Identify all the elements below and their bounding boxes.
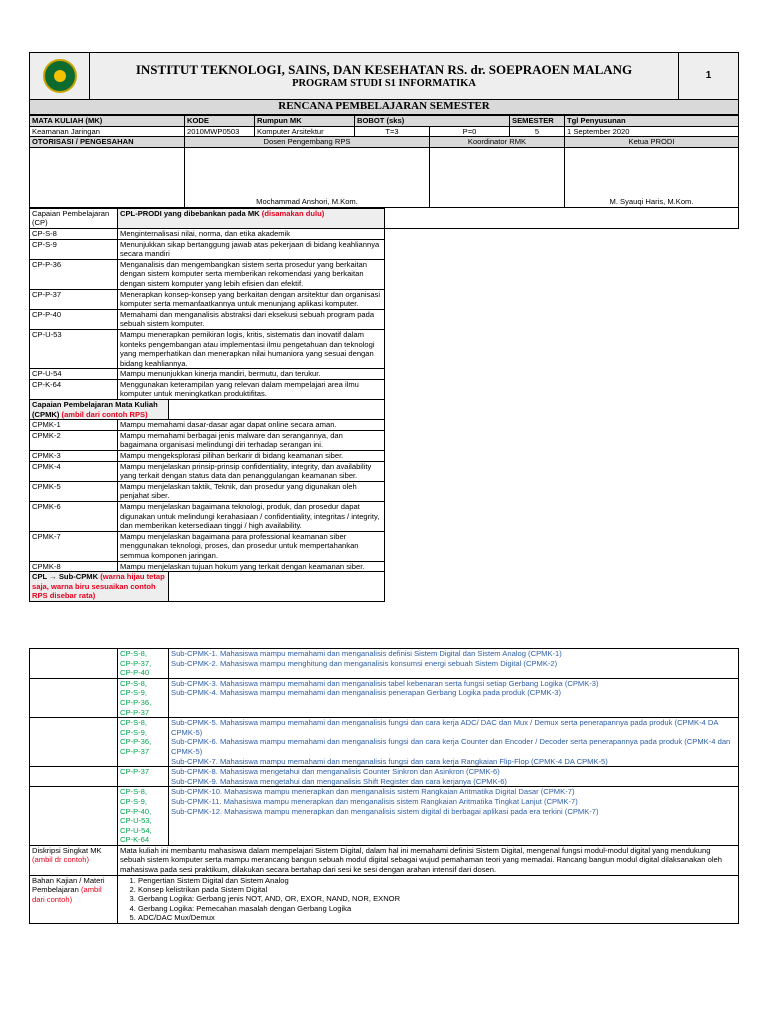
subcpmk-item: Sub-CPMK-7. Mahasiswa mampu memahami dan menganalisis fungsi dan cara kerja Rangkaian Flip-Flop (CPMK-4 DA CPMK-5)	[171, 756, 608, 766]
label-otorisasi: OTORISASI / PENGESAHAN	[30, 137, 185, 148]
cpl-code: CP-U-54,	[120, 825, 152, 835]
cpl-code: CP-P-36	[30, 259, 118, 289]
cpl-code: CP-P-40,	[120, 806, 152, 816]
cpl-text: Mampu menerapkan pemikiran logis, kritis, sistematis dan inovatif dalam konteks pengembangan atau implementasi ilmu pengetahuan dan teknologi yang memperhatikan dan menerapkan nilai humaniora yang sesuai dengan bidang keahliannya.	[118, 329, 385, 368]
cpl-code: CP-S-8,	[120, 787, 148, 797]
cpl-text: Menunjukkan sikap bertanggung jawab atas pekerjaan di bidang keahliannya secara mandiri	[118, 239, 385, 259]
cpl-code: CP-P-37	[120, 767, 150, 777]
subcpmk-item: Sub-CPMK-12. Mahasiswa mampu menerapkan dan menganalisis sistem digital di berbagai aplikasi pada era terkini (CPMK-7)	[171, 806, 599, 816]
subcpmk-group	[30, 787, 739, 846]
bahan-item: 5. ADC/DAC Mux/Demux	[138, 913, 736, 922]
cpl-code: CP-P-40	[120, 668, 150, 678]
course-table	[29, 115, 739, 208]
cpl-code: CP-P-37	[30, 289, 118, 309]
bahan-label: Bahan Kajian / Materi Pembelajaran	[32, 875, 105, 895]
deskripsi-label: Diskripsi Singkat MK	[32, 845, 102, 855]
subcpmk-blank	[30, 678, 118, 717]
cpl-text: Menganalisis dan mengembangkan sistem serta prosedur yang berkaitan dengan sistem komputer serta memberikan rekomendasi yang berkaitan dengan sistem komputer yang lebih efisien dan efektif.	[118, 259, 385, 289]
subcpmk-group	[30, 649, 739, 679]
value-rumpun: Komputer Arsitektur	[255, 126, 355, 137]
cpl-row	[30, 228, 739, 239]
logo-cell	[30, 53, 90, 100]
subcpmk-group	[30, 718, 739, 767]
ketua-name: M. Syauqi Haris, M.Kom.	[565, 147, 739, 207]
subcpmk-codes	[118, 767, 169, 787]
subcpmk-blank	[30, 787, 118, 846]
subcpmk-texts	[169, 678, 739, 717]
value-t: T=3	[355, 126, 430, 137]
subcpmk-item: Sub-CPMK-4. Mahasiswa mampu memahami dan menganalisis penerapan Gerbang Logika pada produk (CPMK-3)	[171, 688, 562, 698]
subcpmk-item: Sub-CPMK-11. Mahasiswa mampu menerapkan dan menganalisis sistem Rangkaian Aritmatika Tingkat Lanjut (CPMK-7)	[171, 796, 578, 806]
cpmk-code: CPMK-5	[30, 481, 118, 501]
institute-name: INSTITUT TEKNOLOGI, SAINS, DAN KESEHATAN RS. dr. SOEPRAOEN MALANG	[135, 62, 633, 77]
cpl-heading: CPL-PRODI yang dibebankan pada MK	[120, 208, 260, 218]
subcpmk-codes	[118, 649, 169, 679]
subcpmk-codes	[118, 678, 169, 717]
subcpmk-codes	[118, 787, 169, 846]
bahan-item: 2. Konsep kelistrikan pada Sistem Digital	[138, 885, 736, 894]
subcpmk-blank	[30, 649, 118, 679]
label-koordinator: Koordinator RMK	[430, 137, 565, 148]
cpl-row	[30, 379, 739, 399]
cpmk-code: CPMK-6	[30, 502, 118, 532]
cpmk-code: CPMK-2	[30, 430, 118, 450]
cpl-code: CP-S-8,	[120, 718, 148, 728]
subcpmk-table	[29, 648, 739, 924]
subcpmk-item: Sub-CPMK-2. Mahasiswa mampu menghitung dan menganalisis konsumsi energi sebuah Sistem Digital (CPMK-2)	[171, 658, 558, 668]
bahan-list	[120, 876, 736, 923]
dosen-name: Mochammad Anshori, M.Kom.	[185, 147, 430, 207]
cpmk-note: (ambil dari contoh RPS)	[61, 409, 148, 419]
cpl-row	[30, 289, 739, 309]
label-semester: SEMESTER	[510, 116, 565, 127]
cpmk-code: CPMK-4	[30, 461, 118, 481]
rps-page-2	[29, 648, 739, 924]
label-bobot: BOBOT (sks)	[355, 116, 510, 127]
cpl-text: Menginternalisasi nilai, norma, dan etika akademik	[118, 228, 385, 239]
cpl-text: Menerapkan konsep-konsep yang berkaitan dengan arsitektur dan organisasi komputer serta memanfaatkannya untuk menunjang aplikasi komputer.	[118, 289, 385, 309]
subcpmk-item: Sub-CPMK-3. Mahasiswa mampu memahami dan menganalisis tabel kebenaran serta fungsi setiap Gerbang Logika (CPMK-3)	[171, 678, 599, 688]
cpl-text: Menggunakan keterampilan yang relevan dalam mempelajari area ilmu komputer untuk meningkatkan produktifitas.	[118, 379, 385, 399]
cpl-code: CP-S-9,	[120, 688, 148, 698]
subcpmk-item: Sub-CPMK-5. Mahasiswa mampu memahami dan menganalisis fungsi dan cara kerja ADC/ DAC dan Mux / Demux serta penerapannya pada produk (CPMK-4 DA CPMK-5)	[171, 718, 719, 737]
koordinator-signature	[430, 147, 565, 207]
subcpmk-texts	[169, 787, 739, 846]
cp-table	[29, 208, 739, 602]
cpl-code: CP-U-54	[30, 369, 118, 380]
label-rumpun: Rumpun MK	[255, 116, 355, 127]
cpmk-text: Mampu menjelaskan bagaimana para professional keamanan siber menggunakan teknologi, proses, dan prosedur untuk mempertahankan semmua komponen jaringan.	[118, 531, 385, 561]
cpl-code: CP-S-9,	[120, 796, 148, 806]
cpmk-text: Mampu menjelaskan bagaimana teknologi, produk, dan prosedur dapat digunakan untuk melindungi kerahasiaan / confidentiality, integritas / integrity, dan memberikan ketersediaan tinggi / high availability.	[118, 502, 385, 532]
cpl-row	[30, 309, 739, 329]
cpl-code: CP-S-8,	[120, 649, 148, 658]
bahan-note: (ambil dari contoh)	[32, 885, 102, 904]
subcpmk-group	[30, 767, 739, 787]
cpmk-text: Mampu mengeksplorasi pilihan berkarir di bidang keamanan siber.	[118, 451, 385, 462]
cpl-code: CP-U-53,	[120, 816, 152, 826]
subcpmk-texts	[169, 767, 739, 787]
subcpmk-codes	[118, 718, 169, 767]
cpl-code: CP-S-8,	[120, 678, 148, 688]
subcpmk-item: Sub-CPMK-1. Mahasiswa mampu memahami dan menganalisis definisi Sistem Digital dan Sistem Analog (CPMK-1)	[171, 649, 562, 658]
subcpmk-group	[30, 678, 739, 717]
cpmk-row	[30, 531, 739, 561]
cpl-list	[30, 228, 739, 399]
deskripsi-note: (ambil dr contoh)	[32, 855, 89, 865]
value-mata-kuliah: Keamanan Jaringan	[30, 126, 185, 137]
subcpmk-item: Sub-CPMK-9. Mahasiswa mengetahui dan menganalisis Shift Register dan cara kerjanya (CPMK-6)	[171, 776, 507, 786]
cpmk-row	[30, 561, 739, 572]
cpl-code: CP-P-36,	[120, 737, 152, 747]
subcpmk-item: Sub-CPMK-6. Mahasiswa mampu memahami dan menganalisis fungsi dan cara kerja Counter dan Encoder / Decoder serta penerapannya pada produk (CPMK-4 dan CPMK-5)	[171, 737, 731, 756]
subcpmk-note: (warna hijau tetap saja, warna biru sesuaikan contoh RPS disebar rata)	[32, 572, 165, 601]
cpmk-row	[30, 461, 739, 481]
cpl-code: CP-P-37	[120, 746, 150, 756]
cpmk-text: Mampu menjelaskan taktik, Teknik, dan prosedur yang digunakan oleh penjahat siber.	[118, 481, 385, 501]
label-kode: KODE	[185, 116, 255, 127]
subcpmk-texts	[169, 649, 739, 679]
cpl-code: CP-S-8	[30, 228, 118, 239]
subcpmk-heading: CPL → Sub-CPMK	[32, 572, 99, 582]
header-table	[29, 52, 739, 115]
value-tgl: 1 September 2020	[565, 126, 739, 137]
cpl-code: CP-K-64	[120, 835, 150, 845]
cpmk-row	[30, 430, 739, 450]
subcpmk-item: Sub-CPMK-10. Mahasiswa mampu menerapkan dan menganalisis sistem Rangkaian Aritmatika Digital Dasar (CPMK-7)	[171, 787, 575, 797]
label-capaian: Capaian Pembelajaran (CP)	[30, 208, 118, 228]
cpmk-row	[30, 502, 739, 532]
cpl-code: CP-K-64	[30, 379, 118, 399]
cpl-code: CP-P-37,	[120, 658, 152, 668]
cpl-row	[30, 329, 739, 368]
cpmk-row	[30, 420, 739, 431]
cpmk-code: CPMK-7	[30, 531, 118, 561]
label-tgl: Tgl Penyusunan	[565, 116, 739, 127]
label-ketua-prodi: Ketua PRODI	[565, 137, 739, 148]
cpl-code: CP-S-9,	[120, 727, 148, 737]
value-kode: 2010MWP0503	[185, 126, 255, 137]
cpl-code: CP-P-36,	[120, 697, 152, 707]
cpl-code: CP-P-40	[30, 309, 118, 329]
cpmk-code: CPMK-3	[30, 451, 118, 462]
deskripsi-text: Mata kuliah ini membantu mahasiswa dalam mempelajari Sistem Digital, dalam hal ini memahami definisi Sistem Digital, mengenal fungsi modul-modul digital yang mendukung sebuah sistem komputer serta mampu merancang bangun sebuah modul digital sebagai wujud pemahaman teori yang memadai. Rancang bangun modul digital dilaksanakan oleh mahasiswa pada sesi praktikum, dilakukan secara bertahap dari sesi ke sesi dengan arahan intensif dari dosen.	[118, 845, 739, 875]
cpmk-row	[30, 481, 739, 501]
cpmk-text: Mampu memahami dasar-dasar agar dapat online secara aman.	[118, 420, 385, 431]
subcpmk-blank	[30, 767, 118, 787]
cpl-note: (disamakan dulu)	[261, 208, 325, 218]
cpmk-heading: Capaian Pembelajaran Mata Kuliah (CPMK)	[32, 400, 158, 419]
cpmk-code: CPMK-1	[30, 420, 118, 431]
cpl-row	[30, 369, 739, 380]
cpl-row	[30, 259, 739, 289]
cpl-text: Mampu menunjukkan kinerja mandiri, bermutu, dan terukur.	[118, 369, 385, 380]
subcpmk-item: Sub-CPMK-8. Mahasiswa mengetahui dan menganalisis Counter Sinkron dan Asinkron (CPMK-6)	[171, 767, 500, 777]
subcpmk-texts	[169, 718, 739, 767]
cpmk-text: Mampu menjelaskan tujuan hokum yang terkait dengan keamanan siber.	[118, 561, 385, 572]
bahan-item: 3. Gerbang Logika: Gerbang jenis NOT, AND, OR, EXOR, NAND, NOR, EXNOR	[138, 894, 736, 903]
cpl-code: CP-U-53	[30, 329, 118, 368]
rps-page-1	[29, 52, 739, 602]
cpmk-text: Mampu memahami berbagai jenis malware dan serangannya, dan bagaimana organisasi melindungi diri terhadap serangan ini.	[118, 430, 385, 450]
cpl-code: CP-S-9	[30, 239, 118, 259]
value-p: P=0	[430, 126, 510, 137]
subcpmk-list	[30, 649, 739, 846]
cpmk-list	[30, 420, 739, 572]
program-name: PROGRAM STUDI S1 INFORMATIKA	[292, 78, 476, 89]
rps-title: RENCANA PEMBELAJARAN SEMESTER	[30, 100, 739, 115]
cpmk-row	[30, 451, 739, 462]
value-semester: 5	[510, 126, 565, 137]
bahan-item: 4. Gerbang Logika: Pemecahan masalah dengan Gerbang Logika	[138, 904, 736, 913]
label-mata-kuliah: MATA KULIAH (MK)	[30, 116, 185, 127]
institute-logo-icon	[43, 59, 77, 93]
label-dosen-pengembang: Dosen Pengembang RPS	[185, 137, 430, 148]
bahan-item: 1. Pengertian Sistem Digital dan Sistem Analog	[138, 876, 736, 885]
cpl-code: CP-P-37	[120, 707, 150, 717]
cpl-text: Memahami dan menganalisis abstraksi dari eksekusi sebuah program pada sebuah sistem komputer.	[118, 309, 385, 329]
page-number: 1	[679, 53, 739, 100]
cpl-row	[30, 239, 739, 259]
cpmk-code: CPMK-8	[30, 561, 118, 572]
subcpmk-blank	[30, 718, 118, 767]
cpmk-text: Mampu menjelaskan prinsip-prinsip confidentiality, integrity, dan availability yang terkait dengan status data dan penanggulangan keamanan siber.	[118, 461, 385, 481]
